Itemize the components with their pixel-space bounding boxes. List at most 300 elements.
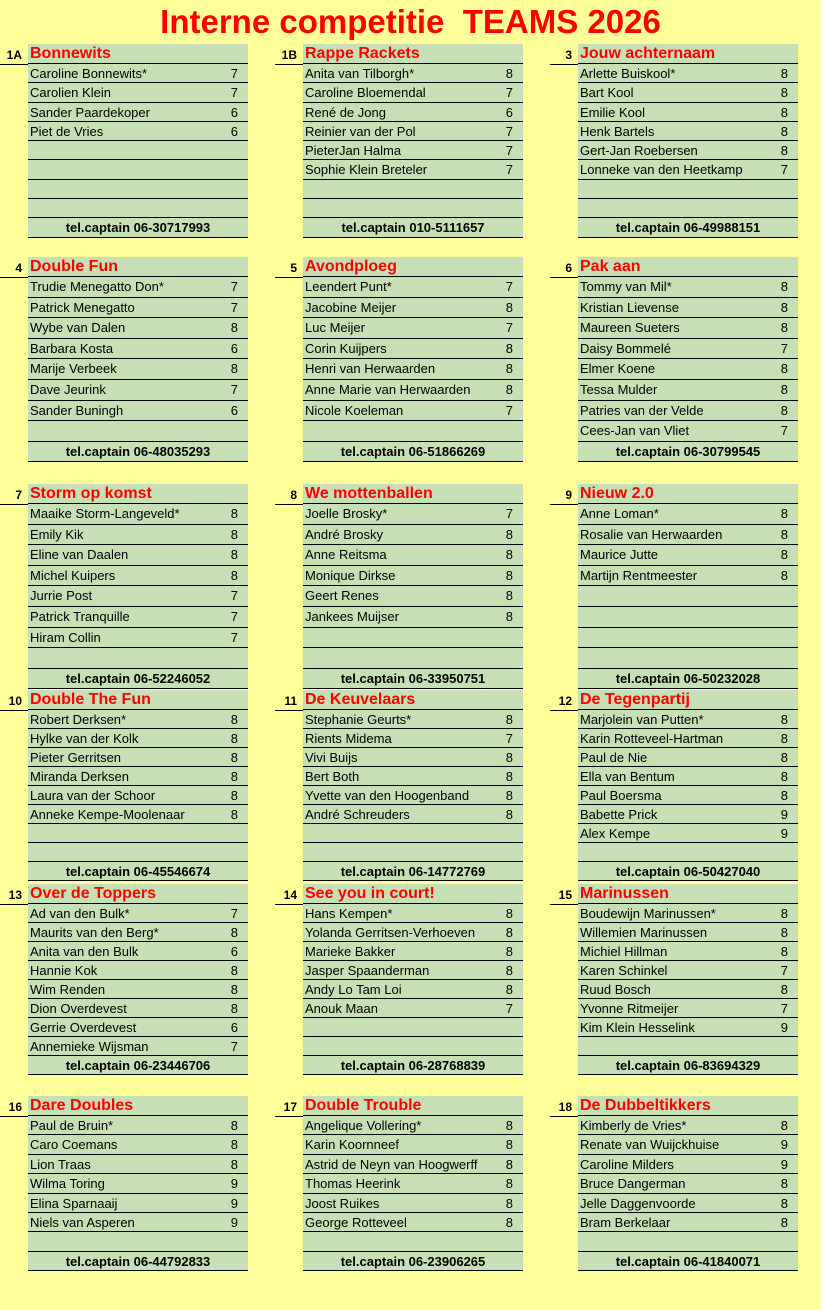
team-number: 7 <box>15 488 22 502</box>
team-number: 3 <box>565 48 572 62</box>
player-rating: 8 <box>505 340 513 356</box>
player-row <box>303 729 523 748</box>
player-name: Alex Kempe <box>580 826 651 841</box>
player-name: André Schreuders <box>305 807 410 822</box>
player-name: George Rotteveel <box>305 1214 407 1230</box>
player-name: Trudie Menegatto Don* <box>30 279 164 294</box>
player-name: Henri van Herwaarden <box>305 361 436 377</box>
player-name: Sander Buningh <box>30 402 124 418</box>
player-row <box>28 904 248 923</box>
player-rating: 8 <box>780 547 788 563</box>
player-row <box>28 710 248 729</box>
player-rating: 8 <box>505 944 513 959</box>
player-rating: 8 <box>780 104 788 120</box>
player-name: Maaike Storm-Langeveld* <box>30 506 180 521</box>
player-row <box>303 180 523 199</box>
player-row <box>578 607 798 628</box>
divider <box>550 710 578 711</box>
player-row <box>28 999 248 1018</box>
player-name: Bram Berkelaar <box>580 1214 671 1230</box>
player-rating: 8 <box>780 320 788 336</box>
player-rating: 8 <box>230 963 238 978</box>
captain-phone: tel.captain 06-52246052 <box>28 669 248 690</box>
player-name: Jankees Muijser <box>305 608 399 624</box>
player-name: Gert-Jan Roebersen <box>580 143 698 159</box>
captain-phone: tel.captain 06-30799545 <box>578 442 798 463</box>
player-rating: 7 <box>230 66 238 81</box>
player-rating: 7 <box>230 906 238 921</box>
player-row <box>303 277 523 298</box>
team-block <box>275 484 523 689</box>
player-name: Anneke Kempe-Moolenaar <box>30 807 185 822</box>
player-row <box>303 504 523 525</box>
player-rating: 8 <box>230 769 238 784</box>
player-name: Nicole Koeleman <box>305 402 404 418</box>
player-name: Caroline Milders <box>580 1156 674 1172</box>
player-row <box>303 980 523 999</box>
player-rating: 8 <box>780 1176 788 1192</box>
player-row <box>28 824 248 843</box>
team-block <box>0 44 248 238</box>
player-name: Joelle Brosky* <box>305 506 388 521</box>
player-row <box>303 339 523 360</box>
team-name: Nieuw 2.0 <box>578 484 798 504</box>
player-name: Karin Koornneef <box>305 1137 399 1153</box>
player-row <box>28 1194 248 1213</box>
player-name: Henk Bartels <box>580 123 655 139</box>
player-row <box>578 1194 798 1213</box>
player-rating: 7 <box>230 629 238 645</box>
player-rating: 7 <box>505 731 513 746</box>
player-name: Robert Derksen* <box>30 712 127 727</box>
divider <box>550 504 578 505</box>
player-name: Leendert Punt* <box>305 279 392 294</box>
player-rating: 8 <box>230 567 238 583</box>
player-row <box>28 83 248 102</box>
player-name: Luc Meijer <box>305 320 365 336</box>
player-row <box>303 545 523 566</box>
player-row <box>28 843 248 862</box>
player-row <box>578 1174 798 1193</box>
team-name: De Keuvelaars <box>303 690 523 710</box>
player-name: Yvette van den Hoogenband <box>305 788 470 803</box>
player-row <box>303 1155 523 1174</box>
player-row <box>28 64 248 83</box>
team-number: 18 <box>558 1100 572 1114</box>
player-row <box>303 380 523 401</box>
player-name: Tommy van Mil* <box>580 279 672 294</box>
player-row <box>578 122 798 141</box>
player-rating: 8 <box>780 143 788 159</box>
player-name: Bert Both <box>305 769 360 784</box>
player-row <box>28 1037 248 1056</box>
player-name: Astrid de Neyn van Hoogwerff <box>305 1156 478 1172</box>
captain-phone: tel.captain 06-28768839 <box>303 1056 523 1075</box>
player-name: Karin Rotteveel-Hartman <box>580 731 724 746</box>
player-row <box>578 767 798 786</box>
team-name: De Tegenpartij <box>578 690 798 710</box>
player-row <box>578 566 798 587</box>
player-rating: 8 <box>505 925 513 940</box>
player-rating: 8 <box>780 982 788 997</box>
player-name: Sophie Klein Breteler <box>305 162 428 178</box>
player-rating: 8 <box>230 547 238 563</box>
player-name: Eline van Daalen <box>30 547 129 563</box>
player-name: Vivi Buijs <box>305 750 358 765</box>
player-rating: 7 <box>230 279 238 294</box>
team-header <box>0 1096 248 1116</box>
player-name: Emily Kik <box>30 526 84 542</box>
player-name: Reinier van der Pol <box>305 123 416 139</box>
divider <box>550 64 578 65</box>
player-row <box>578 277 798 298</box>
player-name: Marije Verbeek <box>30 361 117 377</box>
divider <box>0 710 28 711</box>
player-rating: 8 <box>780 731 788 746</box>
player-name: Jasper Spaanderman <box>305 963 430 978</box>
team-header <box>550 484 798 504</box>
player-rating: 9 <box>230 1195 238 1211</box>
player-rating: 8 <box>505 1156 513 1172</box>
player-rating: 8 <box>505 1118 513 1133</box>
player-name: Caro Coemans <box>30 1137 118 1153</box>
player-row <box>303 1018 523 1037</box>
page-title: Interne competitie TEAMS 2026 <box>160 3 661 40</box>
player-row <box>28 748 248 767</box>
player-row <box>578 648 798 669</box>
team-block <box>0 484 248 689</box>
player-row <box>578 1116 798 1135</box>
player-row <box>578 729 798 748</box>
player-rating: 7 <box>505 1001 513 1016</box>
player-row <box>578 83 798 102</box>
team-block <box>0 690 248 881</box>
player-name: Babette Prick <box>580 807 658 822</box>
team-header <box>0 44 248 64</box>
player-rating: 7 <box>230 1039 238 1054</box>
team-name: Jouw achternaam <box>578 44 798 64</box>
captain-phone: tel.captain 010-5111657 <box>303 218 523 237</box>
player-name: Kristian Lievense <box>580 299 679 315</box>
team-number: 15 <box>558 888 572 902</box>
player-row <box>578 628 798 649</box>
player-row <box>28 277 248 298</box>
player-rating: 7 <box>230 588 238 604</box>
team-number: 12 <box>558 694 572 708</box>
player-row <box>28 160 248 179</box>
player-row <box>578 359 798 380</box>
player-rating: 9 <box>230 1176 238 1192</box>
team-name: Bonnewits <box>28 44 248 64</box>
player-name: Kim Klein Hesselink <box>580 1020 695 1035</box>
team-name: We mottenballen <box>303 484 523 504</box>
player-rating: 6 <box>230 1020 238 1035</box>
player-name: Stephanie Geurts* <box>305 712 412 727</box>
player-name: Carolien Klein <box>30 85 111 101</box>
player-name: Caroline Bloemendal <box>305 85 426 101</box>
player-name: Arlette Buiskool* <box>580 66 676 81</box>
divider <box>0 277 28 278</box>
player-name: Daisy Bommelé <box>580 340 672 356</box>
player-name: Hylke van der Kolk <box>30 731 139 746</box>
player-row <box>28 648 248 669</box>
player-rating: 8 <box>780 944 788 959</box>
player-row <box>578 942 798 961</box>
player-name: Kimberly de Vries* <box>580 1118 687 1133</box>
player-row <box>303 83 523 102</box>
player-rating: 8 <box>780 1214 788 1230</box>
player-row <box>303 318 523 339</box>
player-row <box>28 805 248 824</box>
player-row <box>28 339 248 360</box>
player-name: Piet de Vries <box>30 123 104 139</box>
player-rating: 8 <box>780 299 788 315</box>
player-row <box>28 586 248 607</box>
player-row <box>303 1213 523 1232</box>
captain-phone: tel.captain 06-83694329 <box>578 1056 798 1075</box>
team-name: Avondploeg <box>303 257 523 277</box>
player-rating: 8 <box>780 381 788 397</box>
player-rating: 8 <box>780 750 788 765</box>
player-rating: 8 <box>780 402 788 418</box>
player-name: Bart Kool <box>580 85 634 101</box>
player-name: Karen Schinkel <box>580 963 668 978</box>
team-number: 16 <box>8 1100 22 1114</box>
team-block <box>275 44 523 238</box>
player-rating: 8 <box>780 123 788 139</box>
player-rating: 8 <box>780 906 788 921</box>
player-row <box>578 339 798 360</box>
team-block <box>0 1096 248 1271</box>
player-row <box>303 1135 523 1154</box>
player-row <box>28 1174 248 1193</box>
player-name: Patries van der Velde <box>580 402 704 418</box>
player-row <box>28 1135 248 1154</box>
player-row <box>303 1174 523 1193</box>
team-block <box>0 884 248 1075</box>
player-row <box>28 180 248 199</box>
team-number: 6 <box>565 261 572 275</box>
player-name: Geert Renes <box>305 588 379 604</box>
player-rating: 8 <box>505 906 513 921</box>
player-row <box>28 298 248 319</box>
player-name: Marieke Bakker <box>305 944 396 959</box>
player-row <box>303 923 523 942</box>
team-block <box>550 884 798 1075</box>
player-rating: 8 <box>230 361 238 377</box>
player-name: Rients Midema <box>305 731 392 746</box>
player-name: Bruce Dangerman <box>580 1176 686 1192</box>
team-block <box>550 44 798 238</box>
player-name: Michel Kuipers <box>30 567 116 583</box>
player-row <box>28 359 248 380</box>
player-row <box>578 805 798 824</box>
player-row <box>578 1232 798 1251</box>
player-rating: 8 <box>230 526 238 542</box>
player-row <box>303 628 523 649</box>
player-row <box>303 824 523 843</box>
player-rating: 8 <box>505 567 513 583</box>
team-name: See you in court! <box>303 884 523 904</box>
player-name: Ruud Bosch <box>580 982 651 997</box>
player-row <box>28 942 248 961</box>
player-rating: 6 <box>505 104 513 120</box>
player-row <box>578 160 798 179</box>
team-number: 10 <box>8 694 22 708</box>
player-rating: 8 <box>780 925 788 940</box>
player-row <box>28 628 248 649</box>
player-row <box>303 586 523 607</box>
team-block <box>0 257 248 462</box>
player-row <box>28 767 248 786</box>
player-name: Michiel Hillman <box>580 944 668 959</box>
player-rating: 7 <box>505 162 513 178</box>
player-name: Jelle Daggenvoorde <box>580 1195 696 1211</box>
player-name: Niels van Asperen <box>30 1214 135 1230</box>
captain-phone: tel.captain 06-51866269 <box>303 442 523 463</box>
player-row <box>578 586 798 607</box>
player-row <box>578 843 798 862</box>
team-number: 8 <box>290 488 297 502</box>
team-header <box>0 484 248 504</box>
player-rating: 9 <box>780 1156 788 1172</box>
player-rating: 8 <box>230 750 238 765</box>
player-name: Dave Jeurink <box>30 381 106 397</box>
player-row <box>578 401 798 422</box>
team-name: De Dubbeltikkers <box>578 1096 798 1116</box>
player-row <box>578 103 798 122</box>
player-name: Rosalie van Herwaarden <box>580 526 723 542</box>
player-row <box>28 122 248 141</box>
player-name: Tessa Mulder <box>580 381 658 397</box>
player-rating: 8 <box>505 750 513 765</box>
player-row <box>578 380 798 401</box>
player-row <box>28 1213 248 1232</box>
player-name: Cees-Jan van Vliet <box>580 423 690 439</box>
player-name: Anne Marie van Herwaarden <box>305 381 471 397</box>
team-number: 11 <box>284 694 297 708</box>
player-name: Anita van den Bulk <box>30 944 139 959</box>
player-row <box>28 380 248 401</box>
team-name: Pak aan <box>578 257 798 277</box>
captain-phone: tel.captain 06-23446706 <box>28 1056 248 1075</box>
team-name: Double Fun <box>28 257 248 277</box>
divider <box>0 1116 28 1117</box>
team-block <box>275 884 523 1075</box>
team-number: 1A <box>6 48 22 62</box>
player-row <box>578 923 798 942</box>
captain-phone: tel.captain 06-50232028 <box>578 669 798 690</box>
player-row <box>28 729 248 748</box>
team-header <box>550 690 798 710</box>
team-number: 17 <box>283 1100 297 1114</box>
player-rating: 8 <box>505 588 513 604</box>
player-row <box>578 786 798 805</box>
team-header <box>0 690 248 710</box>
player-rating: 7 <box>230 85 238 101</box>
team-number: 9 <box>565 488 572 502</box>
captain-phone: tel.captain 06-50427040 <box>578 862 798 881</box>
player-row <box>303 1116 523 1135</box>
player-rating: 8 <box>230 1156 238 1172</box>
player-name: Annemieke Wijsman <box>30 1039 149 1054</box>
team-number: 13 <box>8 888 22 902</box>
player-row <box>303 401 523 422</box>
player-row <box>303 843 523 862</box>
player-name: Maurice Jutte <box>580 547 659 563</box>
player-row <box>578 1155 798 1174</box>
player-rating: 8 <box>505 381 513 397</box>
player-row <box>578 141 798 160</box>
player-name: Miranda Derksen <box>30 769 129 784</box>
player-row <box>303 904 523 923</box>
team-block <box>275 1096 523 1271</box>
player-name: Lonneke van den Heetkamp <box>580 162 743 178</box>
player-rating: 8 <box>230 1137 238 1153</box>
player-rating: 8 <box>780 279 788 294</box>
player-row <box>303 942 523 961</box>
player-rating: 8 <box>505 712 513 727</box>
player-name: Willemien Marinussen <box>580 925 708 940</box>
player-rating: 8 <box>505 788 513 803</box>
player-row <box>303 607 523 628</box>
player-rating: 7 <box>505 123 513 139</box>
player-name: Pieter Gerritsen <box>30 750 122 765</box>
player-name: Monique Dirkse <box>305 567 396 583</box>
player-rating: 8 <box>780 85 788 101</box>
divider <box>0 64 28 65</box>
divider <box>275 64 303 65</box>
player-row <box>578 180 798 199</box>
player-row <box>578 1018 798 1037</box>
player-name: René de Jong <box>305 104 386 120</box>
captain-phone: tel.captain 06-41840071 <box>578 1252 798 1271</box>
team-header <box>550 44 798 64</box>
player-name: Caroline Bonnewits* <box>30 66 148 81</box>
player-name: Jacobine Meijer <box>305 299 397 315</box>
player-rating: 9 <box>780 826 788 841</box>
player-rating: 8 <box>505 1195 513 1211</box>
player-name: Sander Paardekoper <box>30 104 150 120</box>
team-header <box>275 44 523 64</box>
player-rating: 6 <box>230 104 238 120</box>
player-rating: 8 <box>505 299 513 315</box>
team-header <box>550 1096 798 1116</box>
player-row <box>28 1232 248 1251</box>
player-name: Corin Kuijpers <box>305 340 387 356</box>
team-name: Rappe Rackets <box>303 44 523 64</box>
player-rating: 8 <box>505 807 513 822</box>
team-name: Dare Doubles <box>28 1096 248 1116</box>
player-name: PieterJan Halma <box>305 143 402 159</box>
team-header <box>275 257 523 277</box>
player-rating: 8 <box>505 361 513 377</box>
captain-phone: tel.captain 06-44792833 <box>28 1252 248 1271</box>
player-row <box>28 961 248 980</box>
player-name: Wim Renden <box>30 982 106 997</box>
team-number: 5 <box>290 261 297 275</box>
player-rating: 8 <box>505 963 513 978</box>
divider <box>550 1116 578 1117</box>
player-rating: 6 <box>230 402 238 418</box>
divider <box>0 504 28 505</box>
player-row <box>578 904 798 923</box>
player-row <box>578 64 798 83</box>
captain-phone: tel.captain 06-48035293 <box>28 442 248 463</box>
team-name: Storm op komst <box>28 484 248 504</box>
player-rating: 8 <box>230 712 238 727</box>
team-number: 1B <box>281 48 297 62</box>
